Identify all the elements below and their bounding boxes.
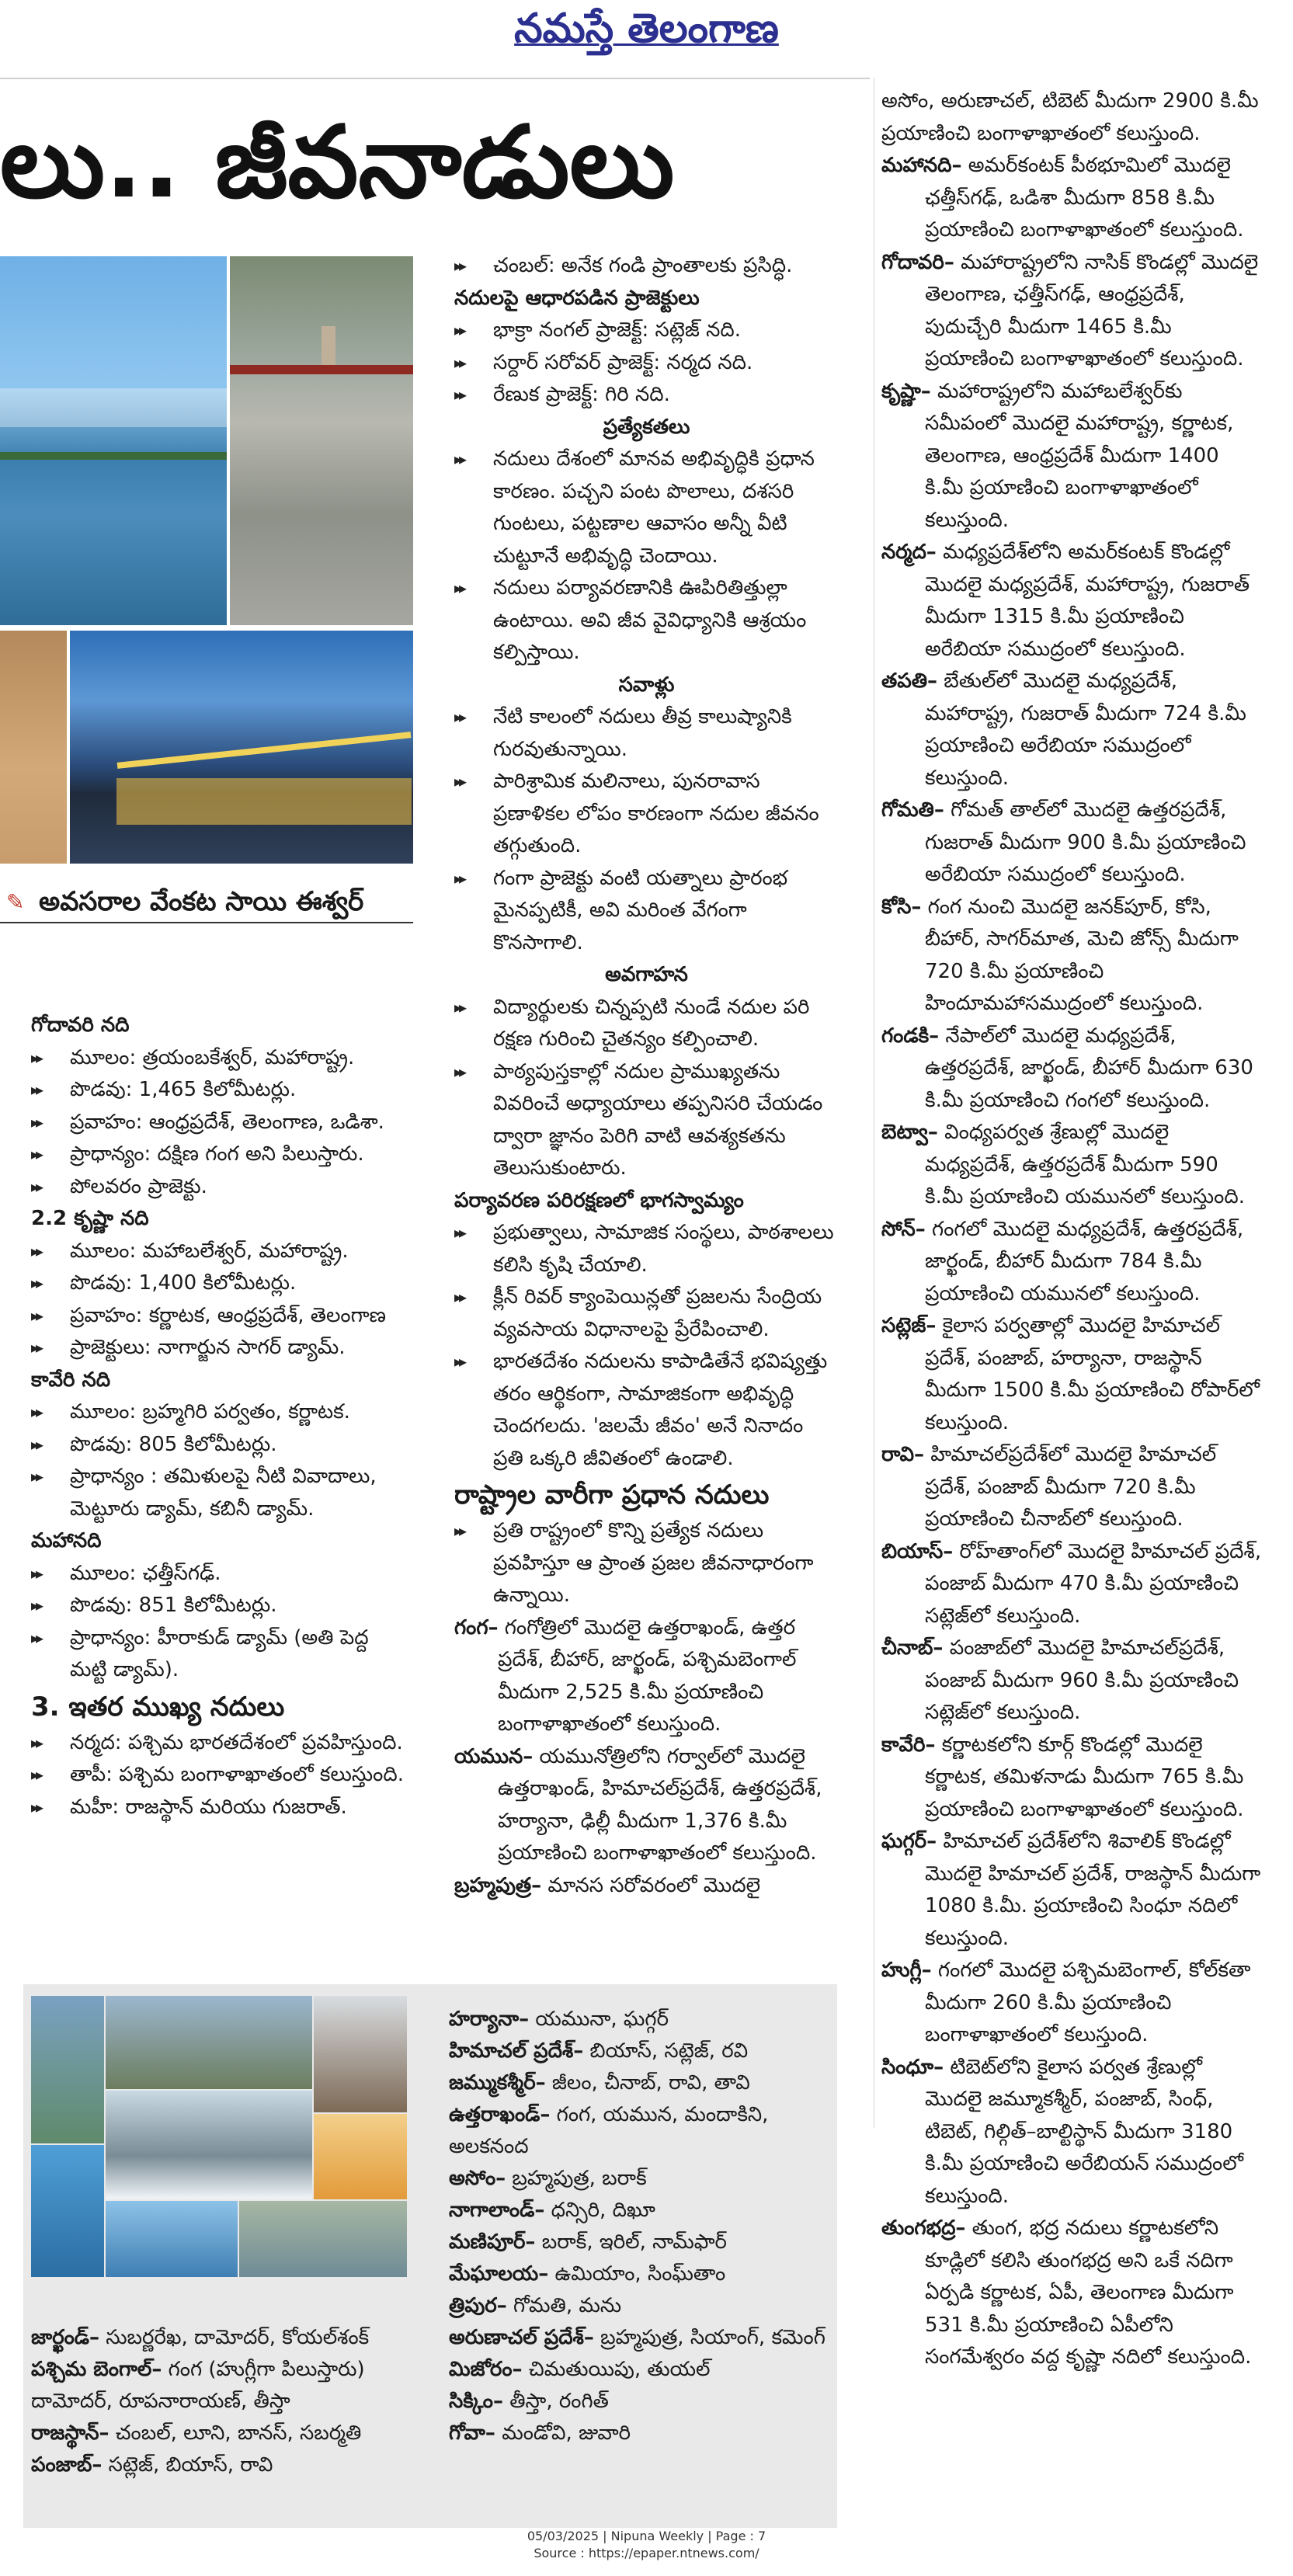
bullet-item: ▸▸ మహీ: రాజస్థాన్ మరియు గుజరాత్.	[31, 1792, 412, 1824]
river-name: సట్లెజ్–	[881, 1314, 937, 1337]
section-title: రాష్ట్రాల వారీగా ప్రధాన నదులు	[454, 1479, 770, 1510]
state-river-row	[31, 2449, 412, 2481]
page-footer	[0, 2528, 1293, 2562]
state-river-row	[449, 2386, 829, 2418]
state-river-row	[449, 2322, 829, 2354]
river-description: బేతుల్‌లో మొదలై మధ్యప్రదేశ్, మహారాష్ట్ర, గుజరాత్ మీదుగా 724 కి.మీ ప్రయాణించి అరేబియా సముద్రంలో కలుస్తుంది.	[925, 669, 1246, 790]
bullet-item: ▸▸ ప్రాధాన్యం: హీరాకుడ్ డ్యామ్ (అతి పెద్ద మట్టి డ్యామ్).	[31, 1622, 412, 1687]
river-name: హుగ్లీ–	[881, 1959, 932, 1982]
river-description: కర్ణాటకలోని కూర్గ్ కొండల్లో మొదలై కర్ణాటక, తమిళనాడు మీదుగా 765 కి.మీ ప్రయాణించి బంగాళాఖాతంలో కలుస్తుంది.	[925, 1733, 1244, 1821]
pen-icon: ✎	[6, 889, 25, 915]
bullet-item: ▸▸ పాఠ్యపుస్తకాల్లో నదుల ప్రాముఖ్యతను వివరించే అధ్యాయాలు తప్పనిసరి చేయడం ద్వారా జ్ఞానం పెరిగి వాటి ఆవశ్యకతను తెలుసుకుంటారు.	[454, 1056, 839, 1185]
column-middle	[454, 250, 839, 1902]
river-entry	[881, 1310, 1262, 1439]
river-name: గోమతి–	[881, 798, 944, 822]
collage-photo	[314, 1996, 407, 2112]
river-entry	[881, 150, 1262, 247]
river-entry	[881, 1955, 1262, 2052]
river-entry	[881, 1632, 1262, 1730]
river-name: కోసి–	[881, 895, 922, 919]
state-name: రాజస్థాన్–	[31, 2421, 109, 2445]
bullet-item: ▸▸ భాక్రా నంగల్ ప్రాజెక్ట్: సట్లెజ్ నది.	[454, 315, 839, 347]
collage-photo	[31, 1996, 104, 2143]
state-rivers: గంగ, యమున, మందాకిని, అలకనంద	[449, 2103, 769, 2158]
bullet-item: ▸▸ మూలం: మహాబలేశ్వర్, మహారాష్ట్ర.	[31, 1236, 412, 1268]
section-heading: కావేరి నది	[31, 1368, 111, 1392]
river-entry	[454, 1612, 839, 1741]
state-rivers: మండోవి, జువారి	[495, 2421, 631, 2445]
collage-photo	[239, 2201, 407, 2277]
state-name: గోవా–	[449, 2421, 495, 2445]
river-description: మహారాష్ట్రలోని మహాబలేశ్వర్‌కు సమీపంలో మొదలై మహారాష్ట్ర, కర్ణాటక, తెలంగాణ, ఆంధ్రప్రదేశ్ మీదుగా 1400 కి.మీ ప్రయాణించి బంగాళాఖాతంలో కలుస్తుంది.	[925, 379, 1234, 532]
header-rule	[0, 78, 870, 79]
river-description: తుంగ, భద్ర నదులు కర్ణాటకలోని కూడ్లిలో కలిసి తుంగభద్ర అని ఒకే నదిగా ఏర్పడి కర్ణాటక, ఏపీ, తెలంగాణ మీదుగా 531 కి.మీ ప్రయాణించి ఏపీలోని సంగమేశ్వరం వద్ద కృష్ణా నదిలో కలుస్తుంది.	[925, 2216, 1252, 2369]
river-name: మహానది–	[881, 154, 962, 177]
bullet-item: ▸▸ విద్యార్థులకు చిన్నప్పటి నుండే నదుల పరి రక్షణ గురించి చైతన్యం కల్పించాలి.	[454, 992, 839, 1056]
bullet-item: ▸▸ పొడవు: 805 కిలోమీటర్లు.	[31, 1429, 412, 1462]
section-title: 3. ఇతర ముఖ్య నదులు	[31, 1691, 285, 1723]
state-river-row	[31, 2354, 412, 2386]
river-entry	[881, 1214, 1262, 1311]
river-description: కైలాస పర్వతాల్లో మొదలై హిమాచల్ ప్రదేశ్, పంజాబ్, హర్యానా, రాజస్థాన్ మీదుగా 1500 కి.మీ ప్రయాణించి రోపార్‌లో కలుస్తుంది.	[925, 1314, 1260, 1434]
state-name: సిక్కిం–	[449, 2390, 503, 2413]
bullet-item: ▸▸ రేణుక ప్రాజెక్ట్: గిరి నది.	[454, 379, 839, 412]
river-name: గండకి–	[881, 1024, 940, 1048]
bullet-item: ▸▸ మూలం: బ్రహ్మగిరి పర్వతం, కర్ణాటక.	[31, 1396, 412, 1429]
river-description: గంగలో మొదలై పశ్చిమబెంగాల్, కోల్‌కతా మీదుగా 260 కి.మీ ప్రయాణించి బంగాళాఖాతంలో కలుస్తుంది.	[925, 1959, 1251, 2046]
river-entry	[881, 1730, 1262, 1827]
bullet-item: ▸▸ ప్రవాహం: ఆంధ్రప్రదేశ్, తెలంగాణ, ఒడిశా.	[31, 1107, 412, 1139]
state-rivers: దామోదర్, రూపనారాయణ్, తీస్తా	[31, 2390, 290, 2413]
bullet-item: ▸▸ తాపీ: పశ్చిమ బంగాళాఖాతంలో కలుస్తుంది.	[31, 1759, 412, 1792]
bullet-item: ▸▸ ప్రతి రాష్ట్రంలో కొన్ని ప్రత్యేక నదులు ప్రవహిస్తూ ఆ ప్రాంత ప్రజల జీవనాధారంగా ఉన్నాయి.	[454, 1515, 839, 1612]
bullet-item: ▸▸ క్లీన్ రివర్ క్యాంపెయిన్లతో ప్రజలను సేంద్రియ వ్యవసాయ విధానాలపై ప్రేరేపించాలి.	[454, 1281, 839, 1346]
state-rivers: సుబర్ణరేఖ, దామోదర్, కోయల్‌శంక్	[99, 2326, 370, 2349]
collage-photo	[31, 2145, 104, 2277]
byline-name: అవసరాల వేంకట సాయి ఈశ్వర్	[39, 886, 364, 917]
state-name: ఉత్తరాఖండ్–	[449, 2103, 551, 2126]
bullet-item: ▸▸ చంబల్: అనేక గండి ప్రాంతాలకు ప్రసిద్ధి.	[454, 250, 839, 283]
state-rivers: సట్లెజ్, బియాస్, రావి	[102, 2453, 273, 2477]
river-entry	[454, 1870, 839, 1903]
river-entry	[881, 376, 1262, 537]
bullet-item: ▸▸ మూలం: ఛత్తీస్‌గఢ్.	[31, 1558, 412, 1590]
river-entry	[881, 2213, 1262, 2374]
river-description: పంజాబ్‌లో మొదలై హిమాచల్‌ప్రదేశ్, పంజాబ్ మీదుగా 960 కి.మీ ప్రయాణించి సట్లెజ్‌లో కలుస్తుంది.	[925, 1636, 1239, 1724]
state-river-row	[449, 2099, 829, 2163]
river-entry	[881, 537, 1262, 666]
state-name: అరుణాచల్ ప్రదేశ్–	[449, 2326, 594, 2349]
state-rivers: ధన్సిరి, దిఖూ	[544, 2199, 655, 2222]
state-name: నాగాలాండ్–	[449, 2199, 545, 2222]
state-rivers: బరాక్, ఇరిల్, నామ్‌ఫార్	[535, 2230, 727, 2254]
section-heading: గోదావరి నది	[31, 1013, 130, 1037]
river-description: గంగ నుంచి మొదలై జనక్‌పూర్, కోసి, బీహార్, సాగర్‌మాత, మెచి జోన్స్ మీదుగా 720 కి.మీ ప్రయాణించి హిందూమహాసముద్రంలో కలుస్తుంది.	[921, 895, 1239, 1015]
river-name: కృష్ణా–	[881, 379, 931, 403]
river-entry	[881, 1020, 1262, 1118]
river-description: హిమాచల్ ప్రదేశ్‌లోని శివాలిక్ కొండల్లో మొదలై హిమాచల్ ప్రదేశ్, రాజస్థాన్ మీదుగా 1080 కి.మీ. ప్రయాణించి సింధూ నదిలో కలుస్తుంది.	[925, 1830, 1261, 1950]
collage-photo	[106, 1996, 312, 2089]
state-river-row	[449, 2067, 829, 2099]
sub-heading: అవగాహన	[605, 963, 688, 986]
column-left	[31, 1010, 412, 1823]
state-rivers: యమునా, ఘగ్గర్	[529, 2008, 669, 2031]
river-entry	[881, 247, 1262, 376]
state-name: అసోం–	[449, 2167, 506, 2190]
river-name: కావేరి–	[881, 1733, 936, 1757]
state-rivers: చంబల్, లూని, బానస్, సబర్మతి	[109, 2421, 362, 2445]
bullet-item: ▸▸ ప్రభుత్వాలు, సామాజిక సంస్థలు, పాఠశాలలు కలిసి కృషి చేయాలి.	[454, 1217, 839, 1281]
bullet-item: ▸▸ నదులు పర్యావరణానికి ఊపిరితిత్తుల్లా ఉంటాయి. అవి జీవ వైవిధ్యానికి ఆశ్రయం కల్పిస్తాయి.	[454, 572, 839, 669]
state-rivers: బ్రహ్మపుత్ర, సియాంగ్, కమెంగ్	[593, 2326, 826, 2349]
state-name: హిమాచల్ ప్రదేశ్–	[449, 2039, 584, 2063]
state-rivers-right	[449, 2004, 829, 2449]
river-description: యమునోత్రిలోని గర్వాల్‌లో మొదలై ఉత్తరాఖండ్, హిమాచల్‌ప్రదేశ్, ఉత్తరప్రదేశ్, హర్యానా, ఢిల్లీ మీదుగా 1,376 కి.మీ ప్రయాణించి బంగాళాఖాతంలో కలుస్తుంది.	[498, 1744, 822, 1865]
river-name: గంగ–	[454, 1615, 499, 1639]
state-rivers: తీస్తా, రంగిత్	[502, 2390, 609, 2413]
state-name: మేఘాలయ–	[449, 2262, 549, 2286]
bullet-item: ▸▸ ప్రాధాన్యం : తమిళులపై నీటి వివాదాలు, మెట్టూరు డ్యామ్, కబినీ డ్యామ్.	[31, 1461, 412, 1525]
river-entry	[881, 1439, 1262, 1536]
state-river-row	[449, 2163, 829, 2195]
river-entry	[881, 1117, 1262, 1214]
river-name: యమున–	[454, 1744, 534, 1768]
state-rivers: గంగ (హుగ్లీగా పిలుస్తారు)	[162, 2358, 365, 2381]
bullet-item: ▸▸ నదులు దేశంలో మానవ అభివృద్ధికి ప్రధాన కారణం. పచ్చని పంట పొలాలు, దశసరి గుంటలు, పట్టణాల ఆవాసం అన్నీ వీటి చుట్టూనే అభివృద్ధి చెందాయి.	[454, 443, 839, 572]
byline	[0, 881, 413, 923]
state-rivers: చిమతుయిపు, తుయల్	[522, 2358, 711, 2381]
river-name: చీనాబ్–	[881, 1636, 944, 1660]
river-name: సోన్–	[881, 1217, 926, 1241]
state-name: జమ్ముకశ్మీర్–	[449, 2071, 546, 2095]
state-name: మణిపూర్–	[449, 2230, 536, 2254]
state-rivers: బ్రహ్మపుత్ర, బరాక్	[506, 2167, 647, 2190]
river-name: బ్రహ్మపుత్ర–	[454, 1873, 542, 1897]
bullet-item: ▸▸ పొడవు: 851 కిలోమీటర్లు.	[31, 1590, 412, 1622]
state-river-row	[31, 2386, 412, 2418]
river-entry	[881, 1826, 1262, 1955]
photo-night-bridge	[70, 631, 413, 864]
state-river-row	[449, 2035, 829, 2067]
footer-source-line: Source : https://epaper.ntnews.com/	[534, 2546, 759, 2560]
photo-riverbank	[0, 631, 67, 864]
state-name: జార్ఖండ్–	[31, 2326, 100, 2349]
masthead	[0, 0, 1293, 62]
state-name: పశ్చిమ బెంగాల్–	[31, 2358, 162, 2381]
river-name: సింధూ–	[881, 2055, 944, 2079]
river-name: బెట్వా–	[881, 1121, 938, 1144]
state-name: హర్యానా–	[449, 2008, 530, 2031]
river-description: రోహ్‌తాంగ్‌లో మొదలై హిమాచల్ ప్రదేశ్, పంజాబ్ మీదుగా 470 కి.మీ ప్రయాణించి సట్లెజ్‌లో కలుస్తుంది.	[925, 1539, 1262, 1628]
state-name: పంజాబ్–	[31, 2453, 103, 2477]
river-entry	[881, 794, 1262, 892]
section-heading: నదులపై ఆధారపడిన ప్రాజెక్టులు	[454, 286, 700, 310]
collage-photo	[106, 2091, 312, 2199]
state-name: త్రిపుర–	[449, 2294, 507, 2317]
state-river-row	[449, 2258, 829, 2290]
river-photo-collage	[31, 1996, 407, 2314]
state-river-row	[449, 2354, 829, 2386]
collage-photo	[314, 2114, 407, 2199]
state-river-row	[31, 2322, 412, 2354]
footer-date-line: 05/03/2025 | Nipuna Weekly | Page : 7	[527, 2529, 766, 2543]
bullet-item: ▸▸ పారిశ్రామిక మలినాలు, పునరావాస ప్రణాళికల లోపం కారణంగా నదుల జీవనం తగ్గుతుంది.	[454, 766, 839, 863]
river-name: రావి–	[881, 1443, 925, 1466]
river-entry	[881, 1536, 1262, 1633]
bullet-item: ▸▸ గంగా ప్రాజెక్టు వంటి యత్నాలు ప్రారంభ మైనప్పటికీ, అవి మరింత వేగంగా కొనసాగాలి.	[454, 863, 839, 960]
bullet-item: ▸▸ భారతదేశం నదులను కాపాడితేనే భవిష్యత్తు తరం ఆర్థికంగా, సామాజికంగా అభివృద్ధి చెందగలదు. 'జలమే జీవం' అనే నినాదం ప్రతి ఒక్కరి జీవితంలో ఉండాలి.	[454, 1346, 839, 1475]
collage-photo	[106, 2201, 238, 2277]
bullet-item: ▸▸ ప్రాధాన్యం: దక్షిణ గంగ అని పిలుస్తారు.	[31, 1139, 412, 1171]
bullet-item: ▸▸ సర్దార్ సరోవర్ ప్రాజెక్ట్: నర్మద నది.	[454, 347, 839, 380]
photo-lake	[0, 256, 227, 625]
state-river-row	[449, 2195, 829, 2227]
sub-heading: ప్రత్యేకతలు	[603, 415, 690, 439]
river-name: ఘగ్గర్–	[881, 1830, 937, 1853]
masthead-title: నమస్తే తెలంగాణ	[514, 5, 779, 52]
river-name: నర్మద–	[881, 541, 937, 564]
state-rivers: ఉమియాం, సింఘ్‌తాం	[548, 2262, 726, 2286]
river-description: హిమాచల్‌ప్రదేశ్‌లో మొదలై హిమాచల్ ప్రదేశ్, పంజాబ్ మీదుగా 720 కి.మీ ప్రయాణించి చీనాబ్‌లో కలుస్తుంది.	[924, 1443, 1217, 1531]
bullet-item: ▸▸ ప్రాజెక్టులు: నాగార్జున సాగర్ డ్యామ్.	[31, 1332, 412, 1364]
river-entry	[881, 2052, 1262, 2213]
state-rivers: జీలం, చీనాబ్, రావి, తావి	[545, 2071, 750, 2095]
bullet-item: ▸▸ నేటి కాలంలో నదులు తీవ్ర కాలుష్యానికి గురవుతున్నాయి.	[454, 701, 839, 766]
river-description: అమర్‌కంటక్ పీఠభూమిలో మొదలై ఛత్తీస్‌గఢ్, ఒడిశా మీదుగా 858 కి.మీ ప్రయాణించి బంగాళాఖాతంలో కలుస్తుంది.	[925, 154, 1244, 242]
river-entry	[881, 666, 1262, 794]
bullet-item: ▸▸ నర్మద: పశ్చిమ భారతదేశంలో ప్రవహిస్తుంది.	[31, 1727, 412, 1760]
river-entry	[881, 892, 1262, 1020]
bullet-item: ▸▸ పొడవు: 1,400 కిలోమీటర్లు.	[31, 1267, 412, 1300]
state-river-row	[449, 2227, 829, 2258]
paragraph: అసోం, అరుణాచల్, టిబెట్ మీదుగా 2900 కి.మీ ప్రయాణించి బంగాళాఖాతంలో కలుస్తుంది.	[881, 89, 1259, 145]
river-name: తుంగభద్ర–	[881, 2216, 966, 2240]
state-rivers: బియాస్, సట్లెజ్, రవి	[583, 2039, 749, 2063]
column-right	[881, 85, 1262, 2374]
state-river-row	[449, 2004, 829, 2035]
bullet-item: ▸▸ ప్రవాహం: కర్ణాటక, ఆంధ్రప్రదేశ్, తెలంగాణ	[31, 1300, 412, 1333]
river-description: వింధ్యపర్వత శ్రేణుల్లో మొదలై మధ్యప్రదేశ్, ఉత్తరప్రదేశ్ మీదుగా 590 కి.మీ ప్రయాణించి యమునలో కలుస్తుంది.	[925, 1121, 1245, 1208]
bullet-item: ▸▸ పోలవరం ప్రాజెక్టు.	[31, 1171, 412, 1204]
river-description: గోమత్ తాల్‌లో మొదలై ఉత్తరప్రదేశ్, గుజరాత్ మీదుగా 900 కి.మీ ప్రయాణించి అరేబియా సముద్రంలో కలుస్తుంది.	[925, 798, 1246, 886]
sub-heading: సవాళ్లు	[618, 673, 675, 697]
state-river-row	[449, 2290, 829, 2322]
river-description: గంగలో మొదలై మధ్యప్రదేశ్, ఉత్తరప్రదేశ్, జార్ఖండ్, బీహార్ మీదుగా 784 కి.మీ ప్రయాణించి యమునలో కలుస్తుంది.	[925, 1217, 1244, 1305]
state-rivers-left	[31, 2322, 412, 2481]
state-rivers: గోమతి, మను	[506, 2294, 622, 2317]
bullet-item: ▸▸ మూలం: త్రయంబకేశ్వర్, మహారాష్ట్ర.	[31, 1042, 412, 1075]
bullet-item: ▸▸ పొడవు: 1,465 కిలోమీటర్లు.	[31, 1074, 412, 1107]
river-name: బియాస్–	[881, 1539, 954, 1563]
river-description: నేపాల్‌లో మొదలై మధ్యప్రదేశ్, ఉత్తరప్రదేశ్, జార్ఖండ్, బీహార్ మీదుగా 630 కి.మీ ప్రయాణించి గంగలో కలుస్తుంది.	[925, 1024, 1253, 1112]
river-name: గోదావరి–	[881, 250, 954, 274]
section-heading: 2.2 కృష్ణా నది	[31, 1207, 149, 1230]
photo-suspension-bridge	[230, 256, 413, 625]
section-heading: మహానది	[31, 1529, 102, 1552]
river-name: తపతి–	[881, 669, 938, 693]
state-river-row	[449, 2418, 829, 2449]
river-description: టిబెట్‌లోని కైలాస పర్వత శ్రేణుల్లో మొదలై జమ్మూకశ్మీర్, పంజాబ్, సింధ్, టిబెట్, గిల్గిత్–బాల్టిస్థాన్ మీదుగా 3180 కి.మీ ప్రయాణించి అరేబియన్ సముద్రంలో కలుస్తుంది.	[925, 2055, 1243, 2208]
river-entry	[454, 1741, 839, 1870]
state-river-row	[31, 2418, 412, 2449]
section-heading: పర్యావరణ పరిరక్షణలో భాగస్వామ్యం	[454, 1188, 744, 1212]
river-description: గంగోత్రిలో మొదలై ఉత్తరాఖండ్, ఉత్తర ప్రదేశ్, బీహార్, జార్ఖండ్, పశ్చిమబెంగాల్ మీదుగా 2,525 కి.మీ ప్రయాణించి బంగాళాఖాతంలో కలుస్తుంది.	[498, 1615, 797, 1736]
river-description: మధ్యప్రదేశ్‌లోని అమర్‌కంటక్ కొండల్లో మొదలై మధ్యప్రదేశ్, మహారాష్ట్ర, గుజరాత్ మీదుగా 1315 కి.మీ ప్రయాణించి అరేబియా సముద్రంలో కలుస్తుంది.	[925, 541, 1250, 661]
state-name: మిజోరం–	[449, 2358, 523, 2381]
river-description: మానస సరోవరంలో మొదలై	[541, 1873, 761, 1897]
river-description: మహారాష్ట్రలోని నాసిక్ కొండల్లో మొదలై తెలంగాణ, ఛత్తీస్‌గఢ్, ఆంధ్రప్రదేశ్, పుదుచ్చేరి మీదుగా 1465 కి.మీ ప్రయాణించి బంగాళాఖాతంలో కలుస్తుంది.	[925, 250, 1259, 370]
headline: లు.. జీవనాడులు	[0, 105, 675, 221]
